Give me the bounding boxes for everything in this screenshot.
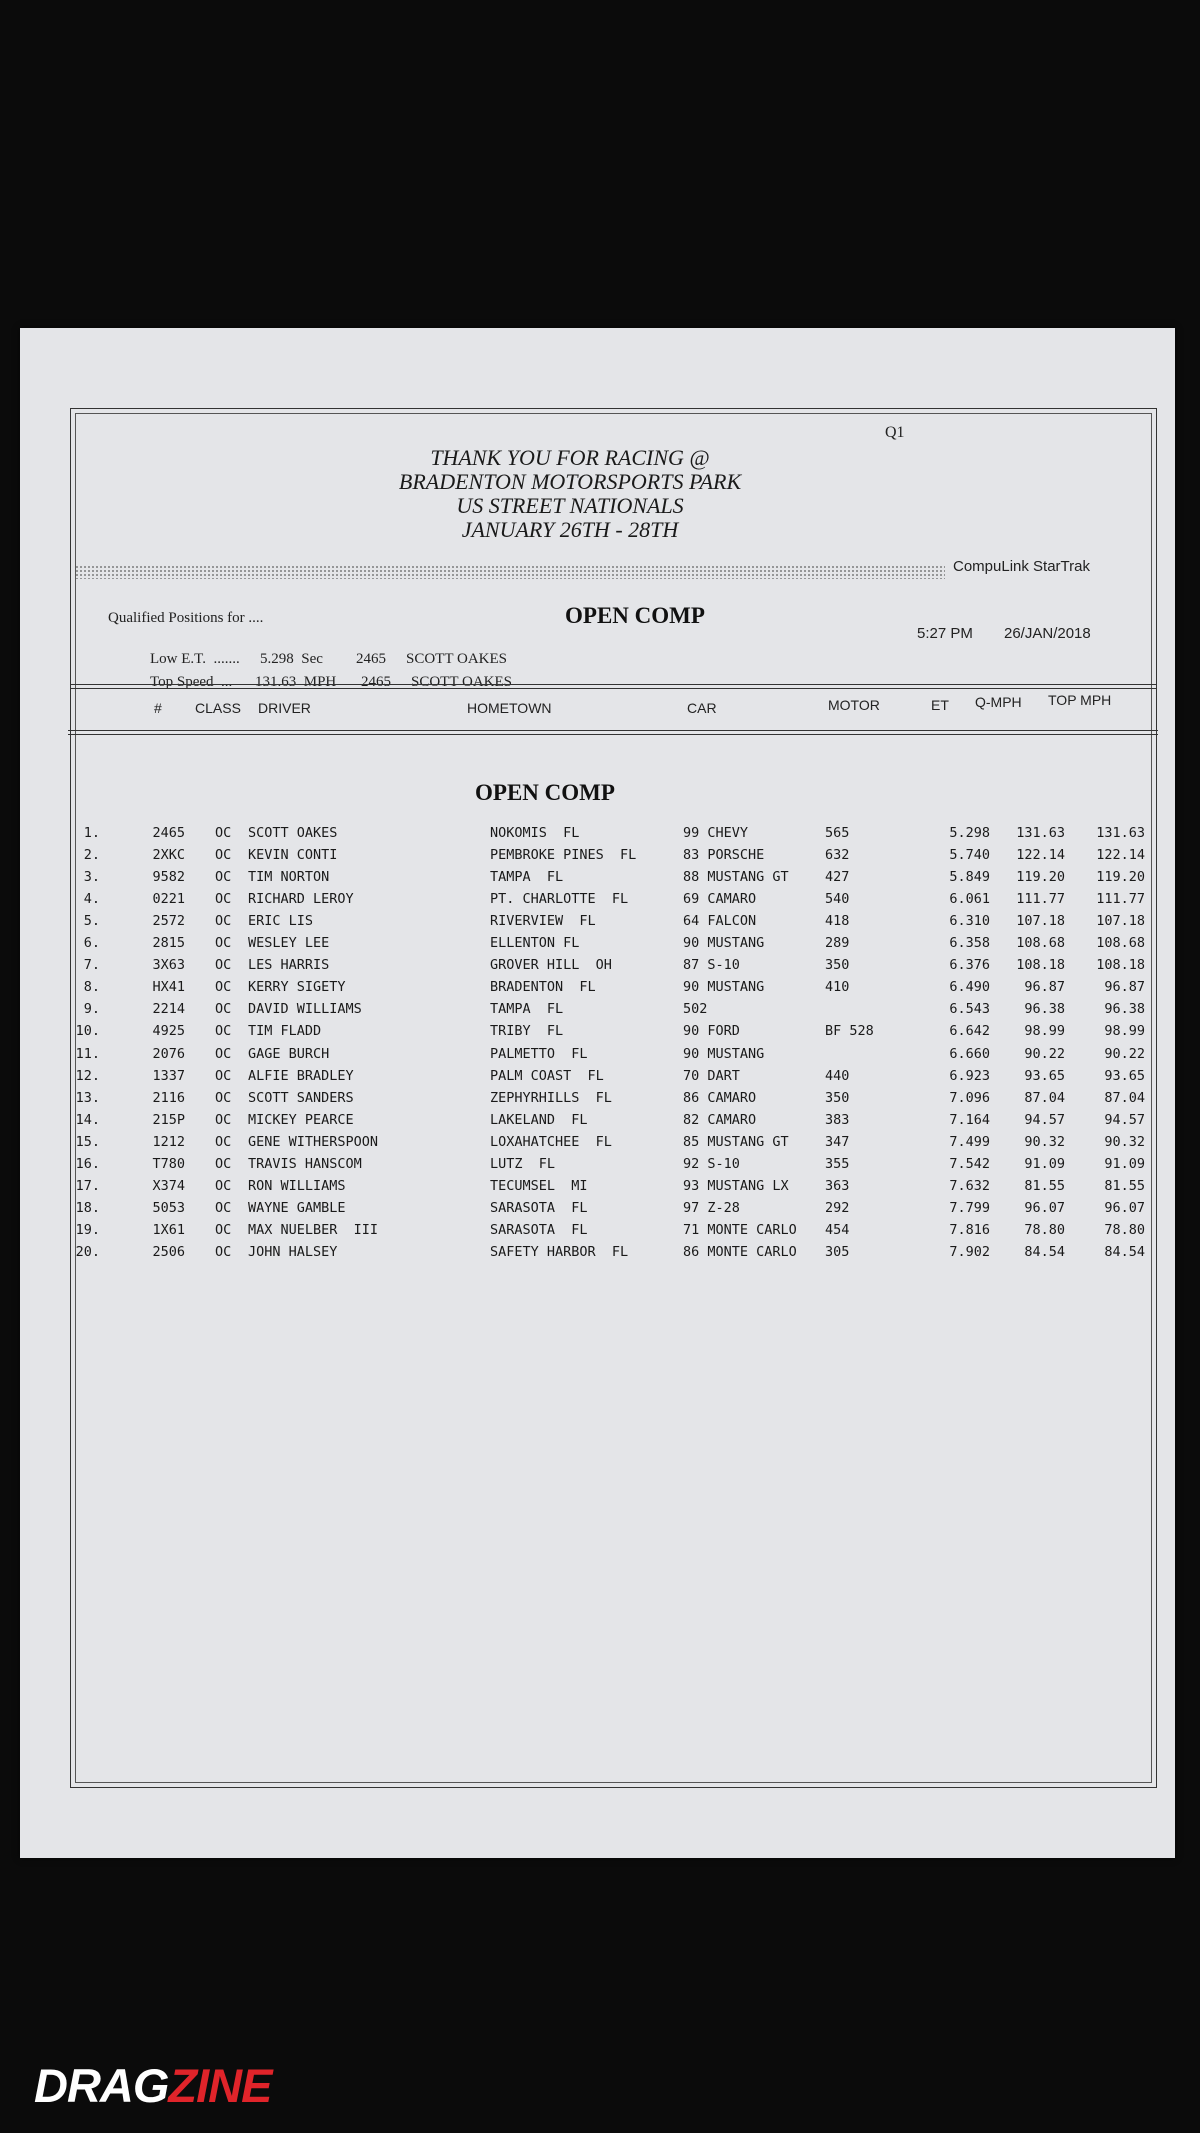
cell-pos: 1. (83, 825, 100, 841)
cell-hometown: PALMETTO FL (490, 1045, 588, 1062)
cell-car: 87 S-10 (683, 957, 740, 974)
cell-top: 122.14 (1096, 847, 1145, 864)
cell-car: 85 MUSTANG GT (683, 1133, 789, 1150)
cell-cls: OC (215, 1243, 232, 1260)
cell-top: 84.54 (1104, 1243, 1145, 1260)
cell-hometown: TAMPA FL (490, 1001, 564, 1018)
cell-pos: 19. (75, 1221, 100, 1238)
cell-pos: 14. (75, 1111, 100, 1128)
cell-car: 69 CAMARO (683, 891, 757, 908)
cell-pos: 18. (75, 1199, 100, 1216)
col-qmph: Q-MPH (975, 694, 1022, 710)
table-row (20, 891, 1175, 913)
cell-car: 502 (683, 1001, 708, 1018)
cell-top: 96.07 (1104, 1199, 1145, 1216)
cell-num: T780 (152, 1155, 185, 1172)
cell-et: 6.543 (949, 1001, 990, 1018)
class-title: OPEN COMP (565, 603, 705, 628)
cell-et: 7.902 (949, 1243, 990, 1260)
cell-cls: OC (215, 847, 232, 864)
cell-qmph: 90.32 (1024, 1133, 1065, 1150)
cell-et: 6.490 (949, 979, 990, 996)
cell-qmph: 131.63 (1016, 825, 1065, 841)
table-row (20, 1222, 1175, 1244)
table-row (20, 1200, 1175, 1222)
cell-pos: 15. (75, 1133, 100, 1150)
col-driver: DRIVER (258, 700, 311, 716)
cell-et: 6.310 (949, 913, 990, 930)
cell-pos: 8. (83, 979, 100, 996)
col-number: # (154, 700, 162, 716)
cell-hometown: LOXAHATCHEE FL (490, 1133, 612, 1150)
cell-car: 90 MUSTANG (683, 1045, 765, 1062)
cell-qmph: 96.07 (1024, 1199, 1065, 1216)
cell-cls: OC (215, 1045, 232, 1062)
cell-driver: JOHN HALSEY (248, 1243, 338, 1260)
cell-cls: OC (215, 1089, 232, 1106)
header-rule-top-inner (70, 688, 1157, 689)
table-row (20, 913, 1175, 935)
cell-et: 6.660 (949, 1045, 990, 1062)
cell-driver: TIM NORTON (248, 869, 330, 886)
cell-driver: WESLEY LEE (248, 935, 330, 952)
cell-et: 5.298 (949, 825, 990, 841)
cell-motor: 410 (825, 979, 850, 996)
col-et: ET (931, 697, 949, 713)
cell-hometown: ZEPHYRHILLS FL (490, 1089, 612, 1106)
logo-part-1: DRAG (34, 2059, 169, 2112)
cell-car: 71 MONTE CARLO (683, 1221, 797, 1238)
cell-hometown: TRIBY FL (490, 1023, 564, 1040)
cell-hometown: SARASOTA FL (490, 1221, 588, 1238)
cell-driver: RON WILLIAMS (248, 1177, 346, 1194)
cell-qmph: 98.99 (1024, 1023, 1065, 1040)
cell-et: 7.816 (949, 1221, 990, 1238)
top-speed-label: Top Speed ... (150, 674, 233, 690)
cell-motor: 565 (825, 825, 850, 841)
cell-car: 99 CHEVY (683, 825, 749, 841)
col-top-mph: TOP MPH (1048, 692, 1112, 708)
session-label: Q1 (885, 424, 905, 441)
cell-qmph: 96.38 (1024, 1001, 1065, 1018)
header-rule-bottom (68, 730, 1158, 731)
cell-hometown: NOKOMIS FL (490, 825, 580, 841)
low-et-value: 5.298 Sec (260, 651, 323, 667)
cell-car: 90 MUSTANG (683, 935, 765, 952)
cell-driver: WAYNE GAMBLE (248, 1199, 346, 1216)
cell-qmph: 87.04 (1024, 1089, 1065, 1106)
cell-motor: 418 (825, 913, 850, 930)
cell-et: 7.499 (949, 1133, 990, 1150)
cell-car: 64 FALCON (683, 913, 757, 930)
cell-top: 94.57 (1104, 1111, 1145, 1128)
table-row (20, 1134, 1175, 1156)
top-speed-driver: SCOTT OAKES (411, 674, 512, 690)
report-time: 5:27 PM (917, 625, 973, 642)
cell-driver: KEVIN CONTI (248, 847, 338, 864)
cell-pos: 20. (75, 1243, 100, 1260)
cell-qmph: 96.87 (1024, 979, 1065, 996)
cell-driver: TIM FLADD (248, 1023, 322, 1040)
cell-cls: OC (215, 979, 232, 996)
table-row (20, 1090, 1175, 1112)
cell-num: 2465 (152, 825, 185, 841)
section-title: OPEN COMP (475, 780, 615, 805)
cell-motor: 350 (825, 957, 850, 974)
cell-top: 90.22 (1104, 1045, 1145, 1062)
cell-motor: 383 (825, 1111, 850, 1128)
cell-num: 2506 (152, 1243, 185, 1260)
cell-top: 119.20 (1096, 869, 1145, 886)
cell-qmph: 91.09 (1024, 1155, 1065, 1172)
top-speed-car-number: 2465 (361, 674, 391, 690)
table-row (20, 1023, 1175, 1045)
cell-hometown: TECUMSEL MI (490, 1177, 588, 1194)
cell-top: 87.04 (1104, 1089, 1145, 1106)
cell-qmph: 94.57 (1024, 1111, 1065, 1128)
cell-driver: SCOTT SANDERS (248, 1089, 354, 1106)
cell-num: 2572 (152, 913, 185, 930)
cell-cls: OC (215, 825, 232, 841)
cell-et: 7.632 (949, 1177, 990, 1194)
table-row (20, 1178, 1175, 1200)
cell-hometown: LAKELAND FL (490, 1111, 588, 1128)
cell-num: 2XKC (152, 847, 185, 864)
cell-num: 215P (152, 1111, 185, 1128)
cell-num: 0221 (152, 891, 185, 908)
cell-hometown: SARASOTA FL (490, 1199, 588, 1216)
event-header (220, 446, 920, 542)
cell-hometown: PEMBROKE PINES FL (490, 847, 637, 864)
top-speed-line (135, 657, 512, 708)
report-date: 26/JAN/2018 (1004, 625, 1091, 642)
table-row (20, 1068, 1175, 1090)
header-line: BRADENTON MOTORSPORTS PARK (398, 469, 742, 494)
cell-driver: GENE WITHERSPOON (248, 1133, 379, 1150)
cell-hometown: BRADENTON FL (490, 979, 596, 996)
cell-et: 5.740 (949, 847, 990, 864)
cell-motor: 540 (825, 891, 850, 908)
cell-top: 81.55 (1104, 1177, 1145, 1194)
qualified-label: Qualified Positions for .... (108, 610, 264, 626)
cell-car: 97 Z-28 (683, 1199, 740, 1216)
dragzine-logo (34, 2058, 271, 2113)
cell-top: 96.38 (1104, 1001, 1145, 1018)
low-et-label: Low E.T. ....... (150, 651, 240, 667)
cell-driver: KERRY SIGETY (248, 979, 346, 996)
cell-car: 70 DART (683, 1067, 740, 1084)
cell-motor: 347 (825, 1133, 850, 1150)
low-et-driver: SCOTT OAKES (406, 651, 507, 667)
cell-et: 6.923 (949, 1067, 990, 1084)
cell-qmph: 108.68 (1016, 935, 1065, 952)
cell-car: 93 MUSTANG LX (683, 1177, 789, 1194)
cell-car: 88 MUSTANG GT (683, 869, 789, 886)
cell-pos: 10. (75, 1023, 100, 1040)
cell-num: 1337 (152, 1067, 185, 1084)
cell-car: 90 FORD (683, 1023, 740, 1040)
col-hometown: HOMETOWN (467, 700, 552, 716)
cell-motor: 355 (825, 1155, 850, 1172)
cell-motor: 632 (825, 847, 850, 864)
dotted-rule (75, 565, 945, 579)
cell-cls: OC (215, 1155, 232, 1172)
cell-cls: OC (215, 1067, 232, 1084)
cell-driver: GAGE BURCH (248, 1045, 330, 1062)
table-row (20, 1001, 1175, 1023)
table-row (20, 1112, 1175, 1134)
cell-cls: OC (215, 1023, 232, 1040)
cell-qmph: 84.54 (1024, 1243, 1065, 1260)
cell-pos: 5. (83, 913, 100, 930)
cell-cls: OC (215, 1177, 232, 1194)
cell-num: 1X61 (152, 1221, 185, 1238)
table-row (20, 825, 1175, 847)
cell-qmph: 122.14 (1016, 847, 1065, 864)
cell-cls: OC (215, 935, 232, 952)
cell-cls: OC (215, 1001, 232, 1018)
top-speed-value: 131.63 MPH (255, 674, 337, 690)
table-row (20, 979, 1175, 1001)
cell-car: 83 PORSCHE (683, 847, 765, 864)
cell-num: 4925 (152, 1023, 185, 1040)
cell-qmph: 90.22 (1024, 1045, 1065, 1062)
cell-cls: OC (215, 891, 232, 908)
cell-cls: OC (215, 1199, 232, 1216)
cell-motor: BF 528 (825, 1023, 874, 1040)
cell-num: 2076 (152, 1045, 185, 1062)
cell-driver: TRAVIS HANSCOM (248, 1155, 362, 1172)
cell-pos: 13. (75, 1089, 100, 1106)
cell-cls: OC (215, 957, 232, 974)
cell-driver: MICKEY PEARCE (248, 1111, 354, 1128)
cell-et: 5.849 (949, 869, 990, 886)
cell-hometown: ELLENTON FL (490, 935, 580, 952)
cell-qmph: 111.77 (1016, 891, 1065, 908)
cell-motor: 292 (825, 1199, 850, 1216)
cell-car: 86 CAMARO (683, 1089, 757, 1106)
cell-et: 7.799 (949, 1199, 990, 1216)
table-row (20, 1244, 1175, 1266)
cell-motor: 427 (825, 869, 850, 886)
timing-brand: CompuLink StarTrak (953, 558, 1090, 575)
cell-num: 3X63 (152, 957, 185, 974)
cell-num: 2214 (152, 1001, 185, 1018)
cell-top: 111.77 (1096, 891, 1145, 908)
logo-part-2: ZINE (168, 2059, 272, 2112)
table-row (20, 1046, 1175, 1068)
cell-et: 6.376 (949, 957, 990, 974)
cell-car: 90 MUSTANG (683, 979, 765, 996)
cell-top: 108.18 (1096, 957, 1145, 974)
cell-qmph: 81.55 (1024, 1177, 1065, 1194)
cell-num: 2116 (152, 1089, 185, 1106)
cell-top: 90.32 (1104, 1133, 1145, 1150)
cell-motor: 305 (825, 1243, 850, 1260)
col-motor: MOTOR (828, 697, 880, 713)
cell-top: 93.65 (1104, 1067, 1145, 1084)
cell-num: 2815 (152, 935, 185, 952)
cell-pos: 3. (83, 869, 100, 886)
cell-top: 78.80 (1104, 1221, 1145, 1238)
cell-driver: MAX NUELBER III (248, 1221, 379, 1238)
cell-car: 82 CAMARO (683, 1111, 757, 1128)
cell-num: HX41 (152, 979, 185, 996)
cell-cls: OC (215, 1221, 232, 1238)
cell-driver: LES HARRIS (248, 957, 330, 974)
cell-pos: 11. (75, 1045, 100, 1062)
header-line: JANUARY 26TH - 28TH (461, 517, 679, 542)
cell-cls: OC (215, 1133, 232, 1150)
cell-cls: OC (215, 869, 232, 886)
cell-motor: 454 (825, 1221, 850, 1238)
cell-et: 7.096 (949, 1089, 990, 1106)
cell-car: 92 S-10 (683, 1155, 740, 1172)
cell-qmph: 78.80 (1024, 1221, 1065, 1238)
cell-qmph: 119.20 (1016, 869, 1065, 886)
cell-hometown: LUTZ FL (490, 1155, 556, 1172)
cell-pos: 7. (83, 957, 100, 974)
col-car: CAR (687, 700, 717, 716)
header-line: US STREET NATIONALS (456, 493, 684, 518)
header-rule-top (70, 684, 1157, 685)
table-row (20, 869, 1175, 891)
cell-driver: SCOTT OAKES (248, 825, 338, 841)
cell-hometown: GROVER HILL OH (490, 957, 612, 974)
cell-num: 1212 (152, 1133, 185, 1150)
header-line: THANK YOU FOR RACING @ (430, 445, 710, 470)
cell-hometown: TAMPA FL (490, 869, 564, 886)
results-sheet (20, 328, 1175, 1858)
cell-driver: RICHARD LEROY (248, 891, 354, 908)
cell-pos: 16. (75, 1155, 100, 1172)
cell-top: 98.99 (1104, 1023, 1145, 1040)
table-row (20, 847, 1175, 869)
cell-pos: 4. (83, 891, 100, 908)
col-class: CLASS (195, 700, 241, 716)
low-et-car-number: 2465 (356, 651, 386, 667)
cell-driver: ALFIE BRADLEY (248, 1067, 354, 1084)
cell-hometown: PALM COAST FL (490, 1067, 604, 1084)
cell-et: 6.358 (949, 935, 990, 952)
cell-cls: OC (215, 913, 232, 930)
cell-motor: 289 (825, 935, 850, 952)
cell-hometown: RIVERVIEW FL (490, 913, 596, 930)
cell-pos: 9. (83, 1001, 100, 1018)
cell-driver: ERIC LIS (248, 913, 314, 930)
cell-top: 108.68 (1096, 935, 1145, 952)
table-row (20, 935, 1175, 957)
cell-top: 131.63 (1096, 825, 1145, 841)
cell-hometown: PT. CHARLOTTE FL (490, 891, 629, 908)
cell-num: 5053 (152, 1199, 185, 1216)
cell-pos: 6. (83, 935, 100, 952)
cell-driver: DAVID WILLIAMS (248, 1001, 362, 1018)
cell-pos: 2. (83, 847, 100, 864)
cell-car: 86 MONTE CARLO (683, 1243, 797, 1260)
cell-qmph: 107.18 (1016, 913, 1065, 930)
header-rule-bottom-inner (68, 734, 1158, 735)
cell-motor: 440 (825, 1067, 850, 1084)
cell-motor: 350 (825, 1089, 850, 1106)
cell-pos: 12. (75, 1067, 100, 1084)
cell-et: 7.164 (949, 1111, 990, 1128)
cell-et: 6.061 (949, 891, 990, 908)
cell-qmph: 108.18 (1016, 957, 1065, 974)
cell-num: X374 (152, 1177, 185, 1194)
table-row (20, 957, 1175, 979)
table-row (20, 1156, 1175, 1178)
cell-qmph: 93.65 (1024, 1067, 1065, 1084)
cell-top: 107.18 (1096, 913, 1145, 930)
cell-cls: OC (215, 1111, 232, 1128)
cell-pos: 17. (75, 1177, 100, 1194)
cell-hometown: SAFETY HARBOR FL (490, 1243, 629, 1260)
cell-top: 96.87 (1104, 979, 1145, 996)
cell-et: 7.542 (949, 1155, 990, 1172)
cell-motor: 363 (825, 1177, 850, 1194)
cell-num: 9582 (152, 869, 185, 886)
cell-top: 91.09 (1104, 1155, 1145, 1172)
cell-et: 6.642 (949, 1023, 990, 1040)
